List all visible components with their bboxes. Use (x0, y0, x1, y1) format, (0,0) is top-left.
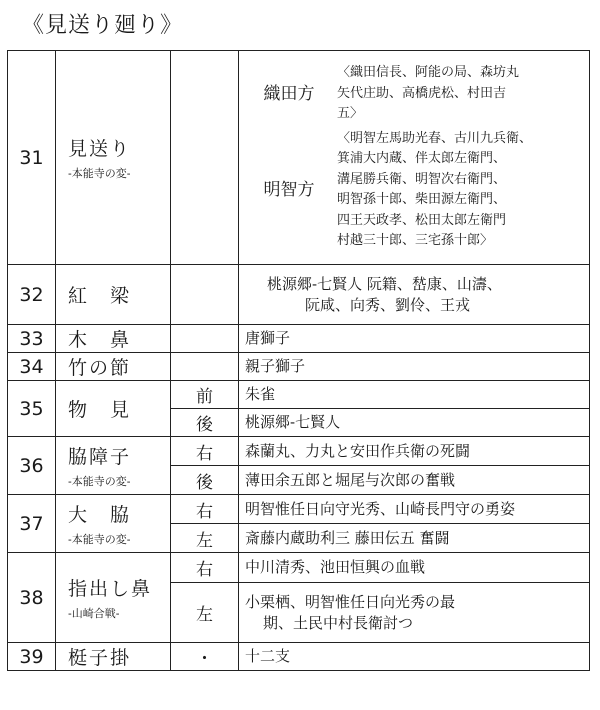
side-cell: 前 (171, 381, 239, 409)
content-cell: 薄田余五郎と堀尾与次郎の奮戦 (239, 466, 590, 495)
row-number: 31 (8, 51, 56, 265)
part-subtitle: -本能寺の変- (68, 167, 131, 180)
content-cell (239, 51, 590, 265)
side-cell: 左 (171, 583, 239, 643)
content-line: 阮咸、向秀、劉伶、王戎 (305, 295, 471, 314)
part-name-label: 指出し鼻 (68, 578, 153, 600)
part-name: 物 見 (56, 381, 171, 437)
row-number: 35 (8, 381, 56, 437)
content-cell (239, 583, 590, 643)
table-row (8, 553, 590, 583)
part-name-label: 見送り (68, 138, 132, 160)
part-name: 梃子掛 (56, 643, 171, 671)
part-subtitle: -本能寺の変- (68, 533, 131, 546)
content-cell: 明智惟任日向守光秀、山崎長門守の勇姿 (239, 495, 590, 524)
row-number: 36 (8, 437, 56, 495)
side-cell (171, 51, 239, 265)
side-cell: 右 (171, 437, 239, 466)
side-cell (171, 353, 239, 381)
faction-members (333, 129, 532, 252)
table-row (8, 51, 590, 265)
side-cell (171, 325, 239, 353)
content-line: 小栗栖、明智惟任日向光秀の最 (245, 592, 456, 611)
part-name (56, 51, 171, 265)
side-cell (171, 265, 239, 325)
part-name: 竹の節 (56, 353, 171, 381)
table-row (8, 353, 590, 381)
member-line: 〈織田信長、阿能の局、森坊丸 (337, 65, 520, 81)
member-line: 矢代庄助、高橋虎松、村田吉 (337, 85, 507, 101)
part-name: 木 鼻 (56, 325, 171, 353)
faction-akechi (245, 129, 583, 252)
content-cell: 桃源郷-七賢人 (239, 409, 590, 437)
side-cell: ・ (171, 643, 239, 671)
content-cell: 斎藤内蔵助利三 藤田伝五 奮闘 (239, 524, 590, 553)
content-line: 桃源郷-七賢人 阮籍、嵆康、山濤、 (267, 274, 502, 293)
side-cell: 右 (171, 553, 239, 583)
content-cell: 親子獅子 (239, 353, 590, 381)
part-name-label: 脇障子 (68, 446, 132, 468)
table-row (8, 643, 590, 671)
content-cell (239, 265, 590, 325)
table-row (8, 265, 590, 325)
faction-oda (245, 63, 583, 125)
table-row (8, 437, 590, 466)
member-line: 五〉 (337, 106, 364, 122)
side-cell: 左 (171, 524, 239, 553)
content-line: 期、土民中村長衛討つ (263, 613, 414, 632)
faction-members (333, 63, 519, 125)
member-line: 箕浦大内蔵、伴太郎左衛門、 (337, 151, 507, 167)
part-name (56, 437, 171, 495)
page-title: 《見送り廻り》 (22, 13, 184, 38)
row-number: 37 (8, 495, 56, 553)
faction-label: 織田方 (263, 83, 315, 104)
faction-label: 明智方 (263, 179, 315, 200)
content-cell: 唐獅子 (239, 325, 590, 353)
row-number: 33 (8, 325, 56, 353)
side-cell: 後 (171, 409, 239, 437)
row-number: 39 (8, 643, 56, 671)
carving-table (7, 50, 590, 671)
side-cell: 後 (171, 466, 239, 495)
side-cell: 右 (171, 495, 239, 524)
table-row (8, 381, 590, 409)
member-line: 溝尾勝兵衛、明智次右衛門、 (337, 171, 507, 187)
content-cell: 十二支 (239, 643, 590, 671)
part-name: 紅 梁 (56, 265, 171, 325)
content-cell: 朱雀 (239, 381, 590, 409)
part-subtitle: -本能寺の変- (68, 475, 131, 488)
member-line: 明智孫十郎、柴田源左衛門、 (337, 192, 507, 208)
member-line: 村越三十郎、三宅孫十郎〉 (337, 233, 494, 249)
part-name-label: 大 脇 (68, 504, 132, 526)
content-cell: 森蘭丸、力丸と安田作兵衛の死闘 (239, 437, 590, 466)
member-line: 〈明智左馬助光春、古川九兵衛、 (337, 130, 533, 146)
content-cell: 中川清秀、池田恒興の血戦 (239, 553, 590, 583)
part-name (56, 553, 171, 643)
table-row (8, 325, 590, 353)
row-number: 38 (8, 553, 56, 643)
row-number: 34 (8, 353, 56, 381)
part-name (56, 495, 171, 553)
part-subtitle: -山崎合戦- (68, 607, 120, 620)
member-line: 四王天政孝、松田太郎左衛門 (337, 212, 507, 228)
row-number: 32 (8, 265, 56, 325)
table-row (8, 495, 590, 524)
